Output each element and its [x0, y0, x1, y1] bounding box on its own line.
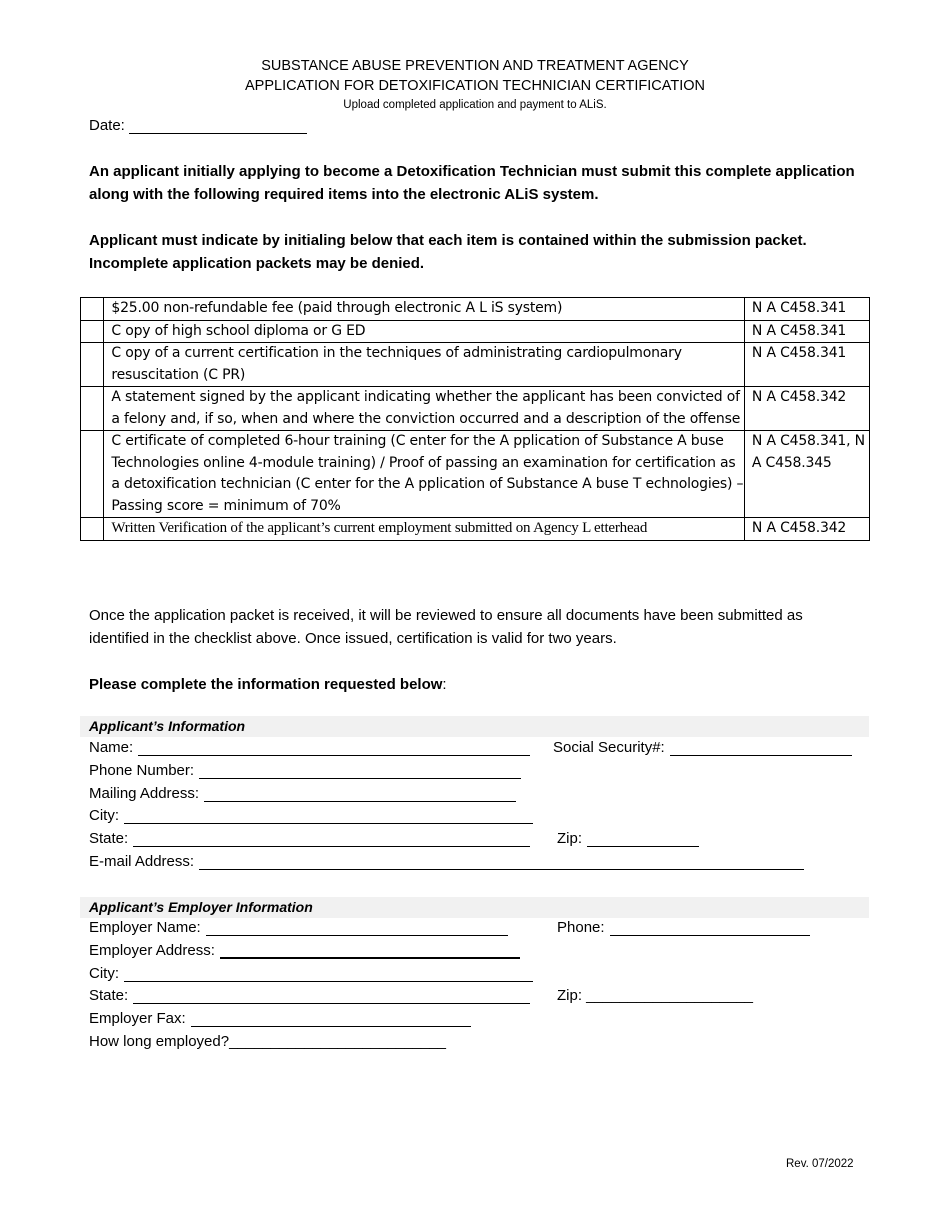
field-label: Mailing Address: [89, 785, 200, 802]
applicant-zip-field [557, 830, 699, 847]
employer-city-input[interactable] [124, 966, 533, 982]
date-input-line[interactable] [129, 117, 307, 134]
mailing-address-field [89, 785, 516, 802]
requirements-checklist [80, 297, 870, 541]
table-row [81, 518, 870, 541]
field-label: Social Security#: [553, 739, 665, 756]
employer-name-input[interactable] [206, 920, 508, 936]
ssn-input[interactable] [670, 740, 852, 756]
complete-prompt [89, 673, 859, 696]
employer-address-input[interactable] [220, 942, 520, 959]
applicant-city-field [89, 807, 533, 824]
table-row [81, 387, 870, 431]
employer-state-field [89, 987, 530, 1004]
employer-section-title: Applicant’s Employer Information [89, 899, 313, 915]
field-label: Employer Name: [89, 919, 201, 936]
applicant-section-header [80, 716, 869, 737]
employer-section-header [80, 897, 869, 918]
applicant-city-input[interactable] [124, 808, 533, 824]
table-row [81, 298, 870, 321]
date-label: Date: [89, 117, 125, 134]
how-long-employed-field[interactable] [89, 1033, 446, 1050]
employer-state-input[interactable] [133, 988, 530, 1004]
field-label: Employer Address: [89, 942, 215, 959]
employer-zip-field[interactable] [557, 987, 753, 1004]
complete-prompt-text: Please complete the information requested below [89, 676, 443, 693]
mailing-address-input[interactable] [204, 786, 516, 802]
initial-box[interactable] [81, 387, 104, 431]
phone-number-input[interactable] [199, 763, 521, 779]
date-field [89, 117, 307, 134]
field-label: State: [89, 987, 129, 1004]
regulation-code: N A C458.341 [744, 343, 869, 387]
checklist-item: C opy of a current certification in the techniques of administrating cardiopulmonary resuscitation (C PR) [104, 343, 745, 387]
table-row [81, 320, 870, 343]
field-label: How long employed?__________________________ [89, 1033, 446, 1050]
agency-name: SUBSTANCE ABUSE PREVENTION AND TREATMENT AGENCY [261, 58, 689, 74]
table-row [81, 343, 870, 387]
applicant-zip-input[interactable] [587, 831, 699, 847]
employer-city-field [89, 965, 533, 982]
checklist-item: $25.00 non-refundable fee (paid through electronic A L iS system) [104, 298, 745, 321]
initial-box[interactable] [81, 518, 104, 541]
form-title: APPLICATION FOR DETOXIFICATION TECHNICIAN CERTIFICATION [244, 78, 705, 94]
revision-date: Rev. 07/2022 [786, 1158, 854, 1170]
applicant-state-input[interactable] [133, 831, 530, 847]
employer-name-field [89, 919, 508, 936]
field-label: City: [89, 965, 119, 982]
field-label: City: [89, 807, 119, 824]
regulation-code: N A C458.342 [744, 387, 869, 431]
employer-phone-input[interactable] [610, 920, 810, 936]
applicant-name-field [89, 739, 530, 756]
initial-box[interactable] [81, 320, 104, 343]
field-label: Phone: [557, 919, 605, 936]
intro-paragraph-2: Applicant must indicate by initialing below that each item is contained within the submission packet. Incomplete application packets may be denied. [89, 232, 807, 272]
table-row [81, 431, 870, 518]
applicant-name-input[interactable] [138, 740, 530, 756]
field-label: Zip: [557, 830, 583, 847]
upload-instruction: Upload completed application and payment to ALiS. [343, 99, 607, 111]
field-label: E-mail Address: [89, 853, 195, 870]
employer-fax-input[interactable] [191, 1011, 471, 1027]
field-label: Employer Fax: [89, 1010, 186, 1027]
initial-box[interactable] [81, 298, 104, 321]
field-label: Zip: ____________________ [557, 987, 754, 1004]
field-label: State: [89, 830, 129, 847]
field-label: Phone Number: [89, 762, 195, 779]
regulation-code: N A C458.341 [744, 320, 869, 343]
regulation-code: N A C458.341, N A C458.345 [744, 431, 869, 518]
employer-phone-field [557, 919, 810, 936]
applicant-section-title: Applicant’s Information [89, 718, 246, 734]
complete-prompt-colon: : [442, 676, 447, 693]
intro-paragraph-1: An applicant initially applying to become a Detoxification Technician must submit this complete application along with the following required items into the electronic ALiS system. [89, 163, 855, 203]
employer-address-field [89, 942, 520, 959]
regulation-code: N A C458.342 [744, 518, 869, 541]
checklist-item: C ertificate of completed 6-hour training (C enter for the A pplication of Substance A buse Technologies online 4-module training) / Proof of passing an examination for certification as a detoxification technician (C enter for the A pplication of Substance A buse T echnologies) – Passing score = minimum of 70% [104, 431, 745, 518]
initial-box[interactable] [81, 343, 104, 387]
regulation-code: N A C458.341 [744, 298, 869, 321]
email-input[interactable] [199, 854, 804, 870]
email-field [89, 853, 804, 870]
checklist-item: A statement signed by the applicant indicating whether the applicant has been convicted of a felony and, if so, when and where the conviction occurred and a description of the offense [104, 387, 745, 431]
field-label: Name: [89, 739, 134, 756]
checklist-item: C opy of high school diploma or G ED [104, 320, 745, 343]
review-paragraph: Once the application packet is received, it will be reviewed to ensure all documents have been submitted as identified in the checklist above. Once issued, certification is valid for two years. [89, 607, 803, 647]
checklist-item: Written Verification of the applicant’s current employment submitted on Agency L etterhead [104, 518, 745, 541]
phone-number-field [89, 762, 521, 779]
initial-box[interactable] [81, 431, 104, 518]
ssn-field [553, 739, 852, 756]
employer-fax-field [89, 1010, 471, 1027]
applicant-state-field [89, 830, 530, 847]
